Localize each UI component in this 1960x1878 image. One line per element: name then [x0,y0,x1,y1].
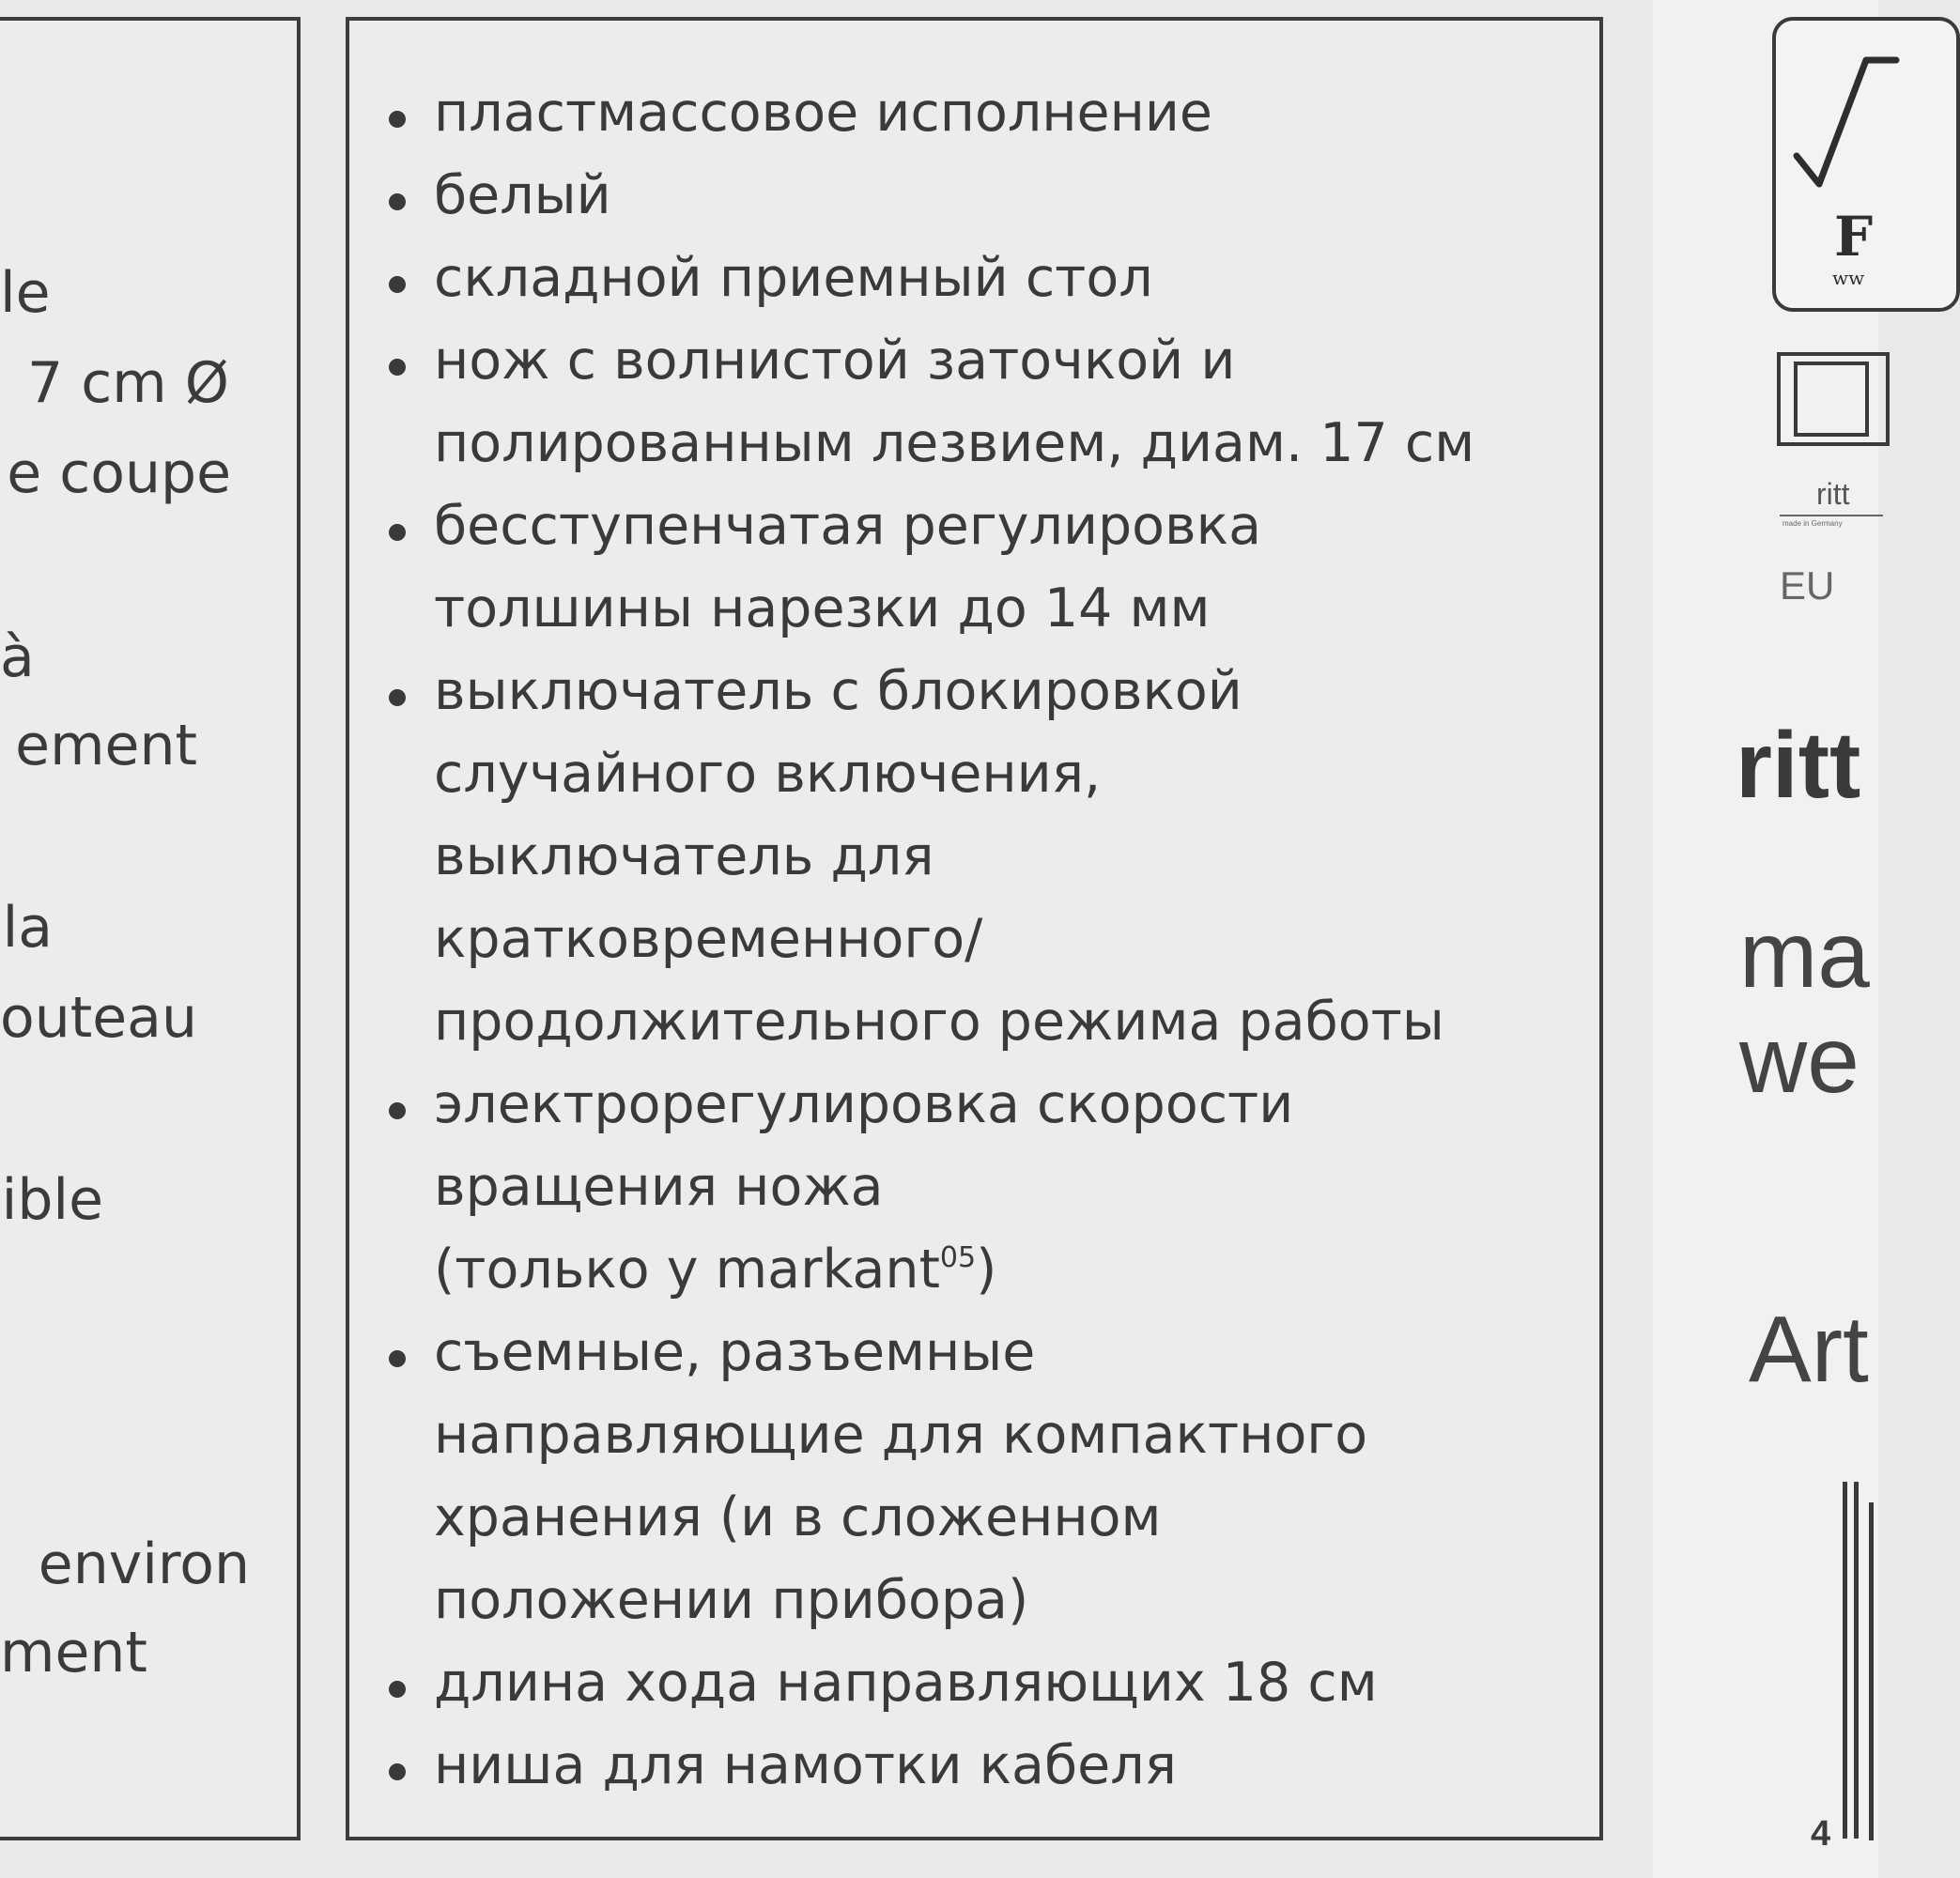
feature-line: выключатель с блокировкой [434,660,1242,722]
left-fragment-2: 7 cm Ø [27,350,229,416]
feature-line: длина хода направляющих 18 см [434,1652,1378,1714]
feature-line: электрорегулировка скорости [434,1073,1294,1135]
feature-line: нож с волнистой заточкой и [434,330,1236,392]
bullet-icon [389,689,406,706]
feature-line: полированным лезвием, диам. 17 см [434,412,1475,474]
bullet-icon [389,111,406,128]
cert-web: ww [1832,267,1865,289]
feature-line: продолжительного режима работы [434,991,1444,1053]
bullet-icon [389,359,406,376]
eu-text: EU [1780,563,1835,608]
feature-line: ниша для намотки кабеля [434,1734,1177,1796]
left-fragment-5: ement [15,713,197,778]
bullet-icon [389,524,406,541]
barcode-line [1843,1482,1847,1839]
feature-line: направляющие для компактного [434,1404,1368,1466]
feature-line: хранения (и в сложенном [434,1486,1162,1548]
feature-line: случайного включения, [434,743,1102,805]
feature-line: кратковременного/ [434,908,983,970]
square-symbol-inner [1794,362,1869,437]
feature-line: бесступенчатая регулировка [434,495,1261,557]
word-3: Art [1749,1297,1869,1402]
left-fragment-1: le [0,260,51,326]
feature-line: съемные, разъемные [434,1321,1036,1383]
feature-note: (только у markant$^{05}$) [434,1239,997,1301]
bullet-icon [389,1350,406,1367]
feature-line: складной приемный стол [434,247,1153,309]
bullet-icon [389,1763,406,1780]
bullet-icon [389,193,406,210]
left-fragment-4: à [0,624,35,690]
cert-letter: F [1834,205,1874,269]
brand-large: ritt [1736,713,1861,818]
certification-box [1772,17,1960,312]
bullet-icon [389,1102,406,1119]
feature-line: выключатель для [434,825,934,887]
left-fragment-8: ible [1,1167,103,1233]
page-number: 4 [1811,1814,1831,1854]
brand-underline [1780,515,1883,516]
brand-small-caption: made in Germany [1783,519,1843,528]
left-fragment-7: outeau [0,985,197,1051]
checkmark-icon [1793,53,1896,193]
word-1: ma [1739,902,1870,1008]
word-2: we [1739,1008,1860,1113]
left-fragment-6: la [2,895,53,961]
feature-line: пластмассовое исполнение [434,82,1212,144]
left-fragment-10: ment [0,1620,147,1686]
brand-small: ritt [1816,477,1850,511]
barcode-line [1854,1482,1859,1839]
feature-line: толшины нарезки до 14 мм [434,577,1211,639]
feature-list-panel [346,17,1603,1840]
left-fragment-3: e coupe [7,440,231,506]
feature-line: вращения ножа [434,1156,884,1218]
feature-line: белый [434,164,611,226]
bullet-icon [389,1681,406,1698]
left-fragment-9: environ [38,1532,250,1597]
bullet-icon [389,276,406,293]
barcode-line [1869,1502,1874,1840]
feature-line: положении прибора) [434,1569,1029,1631]
